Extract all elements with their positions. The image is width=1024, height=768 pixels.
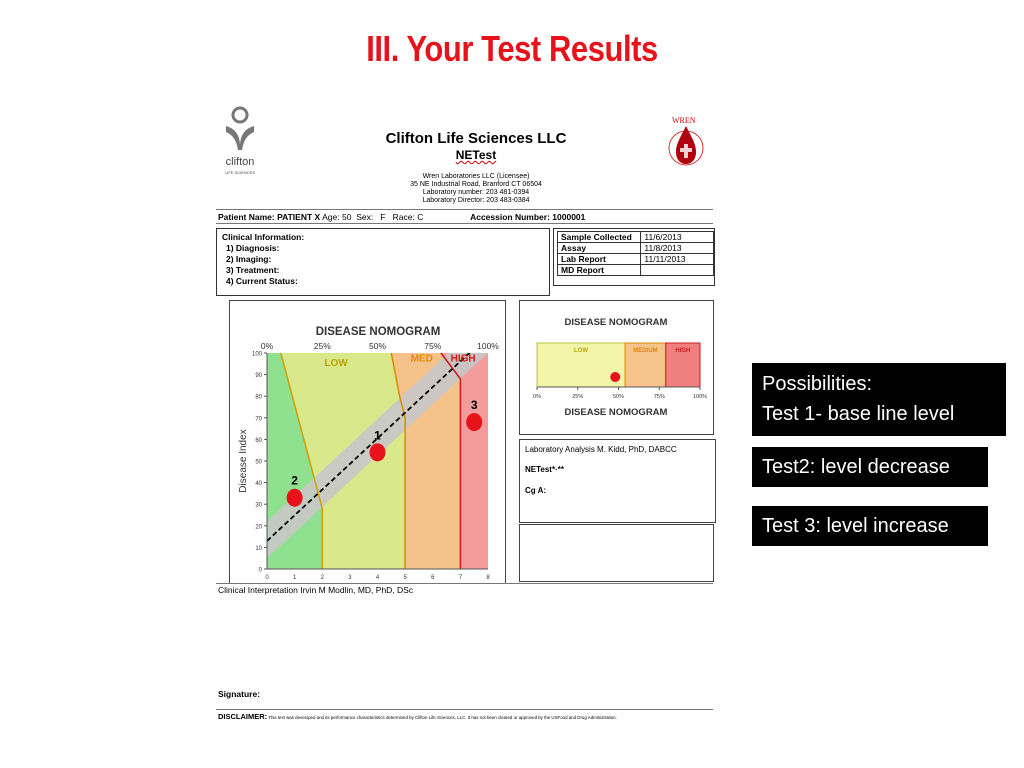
- table-row: [558, 265, 714, 276]
- x-tick-label: 5: [403, 575, 407, 581]
- divider: [216, 209, 713, 210]
- data-point: [287, 489, 303, 507]
- slide-title: III. Your Test Results: [366, 28, 658, 69]
- age-value: 50: [341, 212, 352, 222]
- small-nomogram: [520, 301, 713, 434]
- header-line-licensee: Wren Laboratories LLC (Licensee): [422, 173, 530, 180]
- header-line-lab-number: Laboratory number: 203 481-0394: [422, 189, 530, 196]
- zone-label-med: MED: [410, 353, 433, 365]
- possibilities-note: [752, 363, 1006, 436]
- data-point: [466, 413, 482, 431]
- possibilities-title: Possibilities:: [762, 373, 873, 395]
- x-tick-label: 8: [486, 575, 490, 581]
- clinical-info-title: Clinical Information:: [222, 232, 305, 242]
- small-tick-label: 25%: [572, 394, 584, 400]
- date-label: Sample Collected: [558, 232, 641, 243]
- patient-row: [218, 212, 585, 222]
- small-nomogram-title: DISEASE NOMOGRAM: [564, 317, 668, 328]
- signature-label: Signature:: [218, 689, 261, 699]
- clinical-interpretation: Clinical Interpretation Irvin M Modlin, MD, PhD, DSc: [218, 585, 414, 595]
- test-report: [214, 100, 720, 730]
- top-tick-label: 50%: [368, 341, 387, 351]
- small-nomogram-frame: [519, 300, 714, 435]
- y-tick-label: 100: [251, 351, 262, 358]
- small-zone-label-medium: MEDIUM: [633, 348, 658, 354]
- date-value: 11/11/2013: [641, 254, 714, 265]
- x-tick-label: 3: [348, 575, 352, 581]
- clinical-item-treatment: 3) Treatment:: [226, 265, 280, 275]
- y-tick-label: 10: [255, 545, 262, 552]
- small-zone-label-high: HIGH: [675, 348, 691, 354]
- x-tick-label: 6: [431, 575, 435, 581]
- clinical-item-imaging: 2) Imaging:: [226, 254, 272, 264]
- disclaimer-label: DISCLAIMER:: [218, 712, 268, 721]
- accession-label: Accession Number:: [470, 212, 550, 222]
- small-zone-label-low: LOW: [574, 348, 589, 354]
- data-point-label: 1: [374, 428, 381, 443]
- test2-note: Test2: level decrease: [752, 447, 988, 487]
- y-tick-label: 20: [255, 524, 262, 531]
- test3-note: Test 3: level increase: [752, 506, 988, 546]
- netest-line: NETest*·**: [525, 465, 564, 474]
- y-tick-label: 90: [255, 373, 262, 380]
- header-line-director: Laboratory Director: 203 483-0384: [422, 197, 530, 204]
- date-value: 11/6/2013: [641, 232, 714, 243]
- divider: [216, 709, 713, 710]
- wren-logo-text: WREN: [672, 116, 696, 125]
- date-value: [641, 265, 714, 276]
- y-tick-label: 50: [255, 459, 262, 466]
- lab-analysis-box: [519, 439, 716, 523]
- top-tick-label: 100%: [477, 341, 499, 351]
- company-name: Clifton Life Sciences LLC: [385, 130, 567, 147]
- date-value: 11/8/2013: [641, 243, 714, 254]
- y-tick-label: 80: [255, 394, 262, 401]
- clifton-logo-text: clifton: [225, 156, 255, 168]
- patient-label: Patient Name:: [218, 212, 275, 222]
- zone-label-high: HIGH: [450, 353, 476, 365]
- data-point-label: 3: [470, 398, 478, 413]
- x-tick-label: 7: [458, 575, 463, 581]
- date-label: Lab Report: [558, 254, 641, 265]
- x-tick-label: 0: [265, 575, 269, 581]
- test1-note: Test 1- base line level: [762, 403, 955, 425]
- sex-value: F: [380, 212, 386, 222]
- data-point: [370, 443, 386, 461]
- header-line-address: 35 NE Industrial Road, Branford CT 06504: [410, 181, 542, 188]
- nomogram-chart: [230, 301, 505, 583]
- x-tick-label: 1: [292, 575, 297, 581]
- divider: [216, 223, 713, 224]
- small-tick-label: 75%: [653, 394, 665, 400]
- sex-label: Sex:: [356, 212, 374, 222]
- y-tick-label: 60: [255, 437, 262, 444]
- dates-box: [553, 228, 715, 286]
- clinical-item-diagnosis: 1) Diagnosis:: [226, 243, 280, 253]
- table-row: [558, 243, 714, 254]
- x-tick-label: 4: [375, 575, 380, 581]
- top-tick-label: 0%: [260, 341, 274, 351]
- small-tick-label: 0%: [533, 394, 541, 400]
- small-nomogram-caption: DISEASE NOMOGRAM: [564, 407, 668, 418]
- blank-box: [519, 524, 714, 582]
- small-tick-label: 50%: [612, 394, 625, 400]
- race-value: C: [417, 212, 424, 222]
- x-tick-label: 2: [320, 575, 324, 581]
- nomogram-chart-frame: [229, 300, 506, 584]
- y-tick-label: 30: [255, 502, 262, 509]
- data-point-label: 2: [291, 473, 298, 488]
- clinical-info-box: [216, 228, 550, 296]
- top-tick-label: 25%: [313, 341, 331, 351]
- patient-name: PATIENT X: [277, 212, 321, 222]
- dates-table: [557, 231, 714, 276]
- disclaimer-text: This test was developed and its performance characteristics determined by Clifton Life Sciences, LLC. It has not been cleared or approved by the USFood and Drug Administration.: [268, 715, 617, 720]
- test-name: NETest: [455, 148, 497, 162]
- clifton-logo-subtext: LIFE SCIENCES: [224, 170, 255, 175]
- chart-title: DISEASE NOMOGRAM: [315, 326, 441, 338]
- age-label: Age:: [322, 212, 340, 222]
- disclaimer: [218, 712, 617, 721]
- small-marker: [610, 372, 620, 382]
- accession-value: 1000001: [552, 212, 586, 222]
- zone-label-low: LOW: [324, 357, 348, 369]
- cga-line: Cg A:: [525, 486, 547, 495]
- lab-analysis-line: Laboratory Analysis M. Kidd, PhD, DABCC: [525, 445, 677, 454]
- race-label: Race:: [392, 212, 415, 222]
- y-tick-label: 0: [258, 567, 262, 574]
- date-label: Assay: [558, 243, 641, 254]
- top-tick-label: 75%: [424, 341, 442, 351]
- y-axis-label: Disease Index: [238, 429, 249, 493]
- clinical-item-status: 4) Current Status:: [226, 276, 298, 286]
- table-row: [558, 254, 714, 265]
- date-label: MD Report: [558, 265, 641, 276]
- divider: [216, 583, 713, 584]
- y-tick-label: 70: [255, 416, 262, 423]
- table-row: [558, 232, 714, 243]
- small-tick-label: 100%: [692, 394, 708, 400]
- y-tick-label: 40: [255, 481, 262, 488]
